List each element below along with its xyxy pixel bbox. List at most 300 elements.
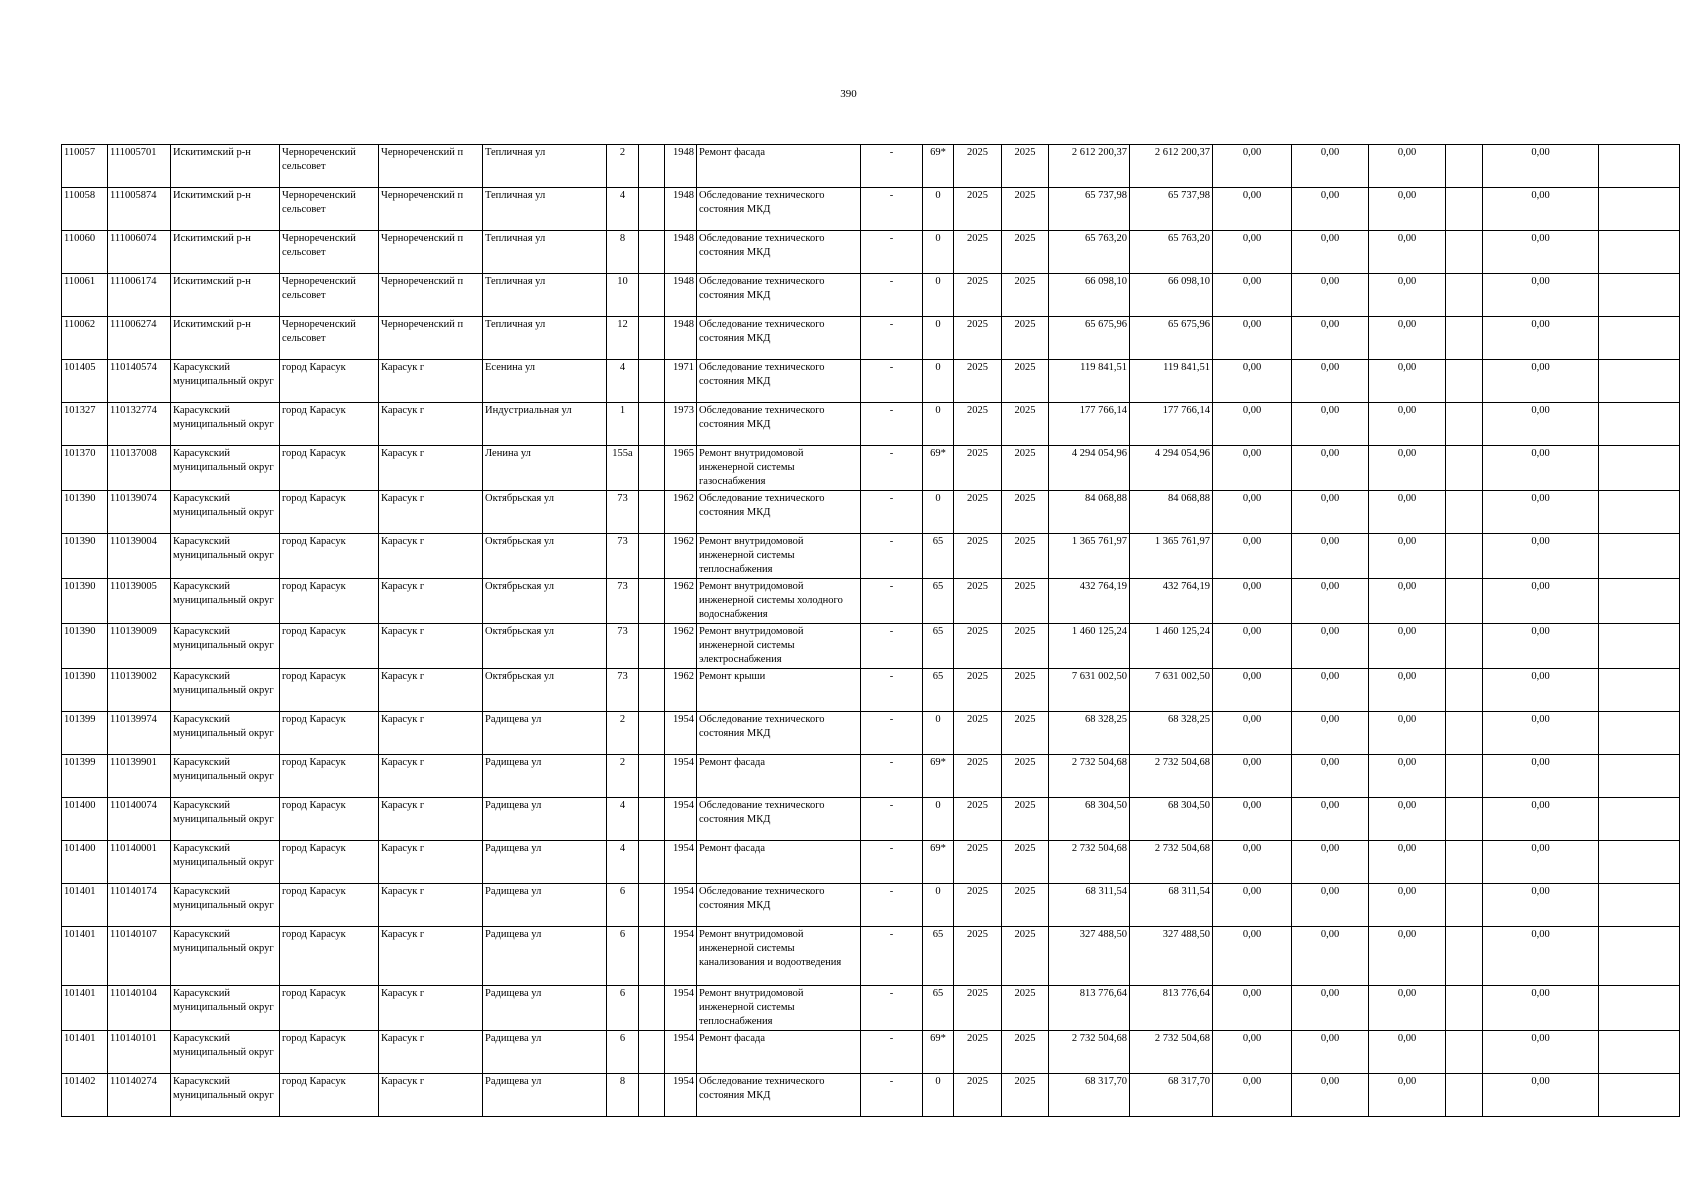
table-cell: 1954 bbox=[665, 841, 697, 884]
table-cell: - bbox=[861, 188, 923, 231]
table-cell: 2025 bbox=[954, 755, 1002, 798]
table-cell: 1954 bbox=[665, 986, 697, 1031]
table-cell: Искитимский р-н bbox=[171, 188, 280, 231]
table-cell: 101390 bbox=[62, 669, 108, 712]
table-cell: 0,00 bbox=[1213, 446, 1292, 491]
table-cell: 0,00 bbox=[1292, 927, 1369, 986]
table-cell: город Карасук bbox=[280, 755, 379, 798]
table-cell: 101400 bbox=[62, 798, 108, 841]
table-cell: 110060 bbox=[62, 231, 108, 274]
table-cell: 0,00 bbox=[1292, 755, 1369, 798]
table-cell: 73 bbox=[607, 534, 639, 579]
table-cell: 0,00 bbox=[1213, 927, 1292, 986]
table-row bbox=[62, 927, 1680, 986]
table-cell: 1971 bbox=[665, 360, 697, 403]
table-cell: 0,00 bbox=[1483, 231, 1599, 274]
table-cell: Обследование технического состояния МКД bbox=[697, 403, 861, 446]
table-cell: 0,00 bbox=[1483, 841, 1599, 884]
table-row bbox=[62, 317, 1680, 360]
table-cell: 0,00 bbox=[1369, 884, 1446, 927]
table-cell: 0,00 bbox=[1292, 145, 1369, 188]
page-number: 390 bbox=[840, 88, 857, 100]
table-cell: 0,00 bbox=[1213, 1074, 1292, 1117]
table-cell: 2025 bbox=[954, 317, 1002, 360]
table-cell bbox=[1446, 145, 1483, 188]
table-cell bbox=[639, 274, 665, 317]
table-cell: - bbox=[861, 446, 923, 491]
table-cell: 0,00 bbox=[1213, 884, 1292, 927]
table-cell: Радищева ул bbox=[483, 1031, 607, 1074]
table-cell: Ремонт фасада bbox=[697, 841, 861, 884]
table-cell: 2025 bbox=[1002, 188, 1049, 231]
table-cell: 1954 bbox=[665, 927, 697, 986]
table-cell: 2025 bbox=[954, 446, 1002, 491]
table-cell: 0,00 bbox=[1483, 145, 1599, 188]
table-cell: 0,00 bbox=[1213, 624, 1292, 669]
table-cell: 0,00 bbox=[1369, 841, 1446, 884]
table-cell: город Карасук bbox=[280, 1031, 379, 1074]
table-cell: 65 763,20 bbox=[1130, 231, 1213, 274]
table-cell: 0,00 bbox=[1369, 403, 1446, 446]
table-row bbox=[62, 274, 1680, 317]
table-cell: 1973 bbox=[665, 403, 697, 446]
table-cell: Ленина ул bbox=[483, 446, 607, 491]
table-cell: 111006174 bbox=[108, 274, 171, 317]
table-cell: Карасук г bbox=[379, 1074, 483, 1117]
table-cell: 0 bbox=[923, 1074, 954, 1117]
table-cell bbox=[639, 1074, 665, 1117]
table-cell: 0,00 bbox=[1213, 534, 1292, 579]
table-row bbox=[62, 491, 1680, 534]
table-cell: 4 bbox=[607, 188, 639, 231]
table-cell bbox=[639, 317, 665, 360]
table-cell: 2 bbox=[607, 755, 639, 798]
table-cell: 0,00 bbox=[1483, 986, 1599, 1031]
table-cell: 0,00 bbox=[1292, 534, 1369, 579]
table-cell: Карасук г bbox=[379, 669, 483, 712]
table-cell: Карасук г bbox=[379, 534, 483, 579]
table-cell: 0,00 bbox=[1213, 145, 1292, 188]
table-cell: 2025 bbox=[954, 1074, 1002, 1117]
table-cell: 65 737,98 bbox=[1130, 188, 1213, 231]
table-cell: 101405 bbox=[62, 360, 108, 403]
table-cell bbox=[1599, 317, 1680, 360]
table-cell: 2025 bbox=[1002, 1031, 1049, 1074]
table-cell: 2025 bbox=[1002, 579, 1049, 624]
table-cell: 65 bbox=[923, 986, 954, 1031]
table-cell: Октябрьская ул bbox=[483, 624, 607, 669]
table-cell bbox=[639, 1031, 665, 1074]
table-cell: - bbox=[861, 360, 923, 403]
table-cell: 4 294 054,96 bbox=[1049, 446, 1130, 491]
table-cell bbox=[1446, 927, 1483, 986]
table-row bbox=[62, 884, 1680, 927]
table-cell: 0,00 bbox=[1213, 231, 1292, 274]
table-cell: Чернореченский п bbox=[379, 274, 483, 317]
table-cell: 110139974 bbox=[108, 712, 171, 755]
table-cell: 2 732 504,68 bbox=[1130, 841, 1213, 884]
table-cell: 10 bbox=[607, 274, 639, 317]
table-cell: 0,00 bbox=[1369, 669, 1446, 712]
table-cell: 8 bbox=[607, 1074, 639, 1117]
table-cell: Ремонт фасада bbox=[697, 755, 861, 798]
table-cell: 0 bbox=[923, 798, 954, 841]
table-cell: 110140174 bbox=[108, 884, 171, 927]
table-row bbox=[62, 360, 1680, 403]
table-cell bbox=[1446, 403, 1483, 446]
table-cell: Обследование технического состояния МКД bbox=[697, 491, 861, 534]
table-cell: 0,00 bbox=[1483, 446, 1599, 491]
table-cell: 6 bbox=[607, 884, 639, 927]
table-cell: - bbox=[861, 1031, 923, 1074]
table-cell: 110061 bbox=[62, 274, 108, 317]
table-cell: Радищева ул bbox=[483, 1074, 607, 1117]
table-cell: - bbox=[861, 491, 923, 534]
table-cell: 0,00 bbox=[1369, 755, 1446, 798]
table-cell: 101399 bbox=[62, 712, 108, 755]
table-cell: 0,00 bbox=[1292, 798, 1369, 841]
table-cell: 110140001 bbox=[108, 841, 171, 884]
table-cell: 73 bbox=[607, 624, 639, 669]
table-cell: 68 304,50 bbox=[1130, 798, 1213, 841]
table-cell: 0,00 bbox=[1369, 145, 1446, 188]
table-cell: 0 bbox=[923, 712, 954, 755]
table-cell: 2 732 504,68 bbox=[1049, 841, 1130, 884]
table-cell: 110062 bbox=[62, 317, 108, 360]
table-cell: 1954 bbox=[665, 1074, 697, 1117]
table-cell: Обследование технического состояния МКД bbox=[697, 231, 861, 274]
table-cell: Карасук г bbox=[379, 927, 483, 986]
table-cell: 0,00 bbox=[1213, 841, 1292, 884]
table-cell: 2025 bbox=[954, 884, 1002, 927]
table-cell: 2025 bbox=[1002, 534, 1049, 579]
table-cell: 2025 bbox=[954, 534, 1002, 579]
table-cell: 101401 bbox=[62, 1031, 108, 1074]
table-cell bbox=[1599, 534, 1680, 579]
table-cell: 110139004 bbox=[108, 534, 171, 579]
table-cell: - bbox=[861, 534, 923, 579]
table-row bbox=[62, 145, 1680, 188]
table-cell: 2025 bbox=[954, 145, 1002, 188]
table-cell bbox=[1599, 624, 1680, 669]
table-cell: 0 bbox=[923, 491, 954, 534]
table-cell: 0 bbox=[923, 231, 954, 274]
table-cell: 1948 bbox=[665, 274, 697, 317]
table-cell: 177 766,14 bbox=[1130, 403, 1213, 446]
table-cell: 2025 bbox=[1002, 841, 1049, 884]
table-cell: 0,00 bbox=[1483, 624, 1599, 669]
table-cell: 2025 bbox=[1002, 927, 1049, 986]
table-cell: Ремонт внутридомовой инженерной системы газоснабжения bbox=[697, 446, 861, 491]
table-cell bbox=[1599, 446, 1680, 491]
table-cell bbox=[1446, 986, 1483, 1031]
table-cell bbox=[639, 927, 665, 986]
table-cell: 0,00 bbox=[1292, 274, 1369, 317]
table-cell: 0,00 bbox=[1483, 188, 1599, 231]
table-cell: 110139002 bbox=[108, 669, 171, 712]
table-row bbox=[62, 624, 1680, 669]
table-cell: 1965 bbox=[665, 446, 697, 491]
table-cell: 0,00 bbox=[1213, 491, 1292, 534]
table-cell: - bbox=[861, 884, 923, 927]
table-cell: 65 bbox=[923, 927, 954, 986]
table-cell: 2 612 200,37 bbox=[1049, 145, 1130, 188]
table-cell: 110140074 bbox=[108, 798, 171, 841]
table-cell: 101401 bbox=[62, 986, 108, 1031]
table-cell: 0,00 bbox=[1213, 274, 1292, 317]
table-cell: 0,00 bbox=[1213, 712, 1292, 755]
table-cell bbox=[639, 446, 665, 491]
table-cell: 1948 bbox=[665, 317, 697, 360]
table-cell: 0,00 bbox=[1292, 579, 1369, 624]
table-cell: 1962 bbox=[665, 491, 697, 534]
table-cell: 2025 bbox=[1002, 231, 1049, 274]
table-cell: 68 328,25 bbox=[1049, 712, 1130, 755]
table-cell: 0,00 bbox=[1369, 927, 1446, 986]
table-cell: 68 311,54 bbox=[1049, 884, 1130, 927]
table-cell: Карасук г bbox=[379, 360, 483, 403]
table-row bbox=[62, 798, 1680, 841]
table-cell: Карасукский муниципальный округ bbox=[171, 491, 280, 534]
table-cell: 2025 bbox=[954, 188, 1002, 231]
table-cell: 7 631 002,50 bbox=[1130, 669, 1213, 712]
table-cell: 101390 bbox=[62, 624, 108, 669]
table-cell: - bbox=[861, 669, 923, 712]
table-cell: 110132774 bbox=[108, 403, 171, 446]
table-cell: 2025 bbox=[954, 491, 1002, 534]
table-cell bbox=[1446, 534, 1483, 579]
table-cell: город Карасук bbox=[280, 446, 379, 491]
table-cell: 66 098,10 bbox=[1049, 274, 1130, 317]
table-row bbox=[62, 534, 1680, 579]
table-cell: Обследование технического состояния МКД bbox=[697, 884, 861, 927]
table-cell: 65 bbox=[923, 579, 954, 624]
table-cell: 101400 bbox=[62, 841, 108, 884]
table-cell: 101370 bbox=[62, 446, 108, 491]
table-cell bbox=[1446, 231, 1483, 274]
table-cell: 0,00 bbox=[1213, 798, 1292, 841]
table-cell bbox=[639, 231, 665, 274]
table-cell: 0,00 bbox=[1369, 188, 1446, 231]
table-cell: Чернореченский п bbox=[379, 231, 483, 274]
table-cell: 2025 bbox=[954, 579, 1002, 624]
table-cell: Чернореченский сельсовет bbox=[280, 145, 379, 188]
table-cell: Радищева ул bbox=[483, 712, 607, 755]
table-cell: Ремонт крыши bbox=[697, 669, 861, 712]
table-cell: Ремонт фасада bbox=[697, 145, 861, 188]
table-cell: 2025 bbox=[954, 841, 1002, 884]
table-cell: Карасукский муниципальный округ bbox=[171, 712, 280, 755]
table-cell: город Карасук bbox=[280, 491, 379, 534]
table-cell: 0,00 bbox=[1292, 986, 1369, 1031]
table-cell: 0 bbox=[923, 317, 954, 360]
table-cell: 65 675,96 bbox=[1049, 317, 1130, 360]
table-cell: 0,00 bbox=[1292, 231, 1369, 274]
table-cell: 327 488,50 bbox=[1049, 927, 1130, 986]
table-cell: 2 612 200,37 bbox=[1130, 145, 1213, 188]
table-cell: 111006274 bbox=[108, 317, 171, 360]
table-cell: 1948 bbox=[665, 231, 697, 274]
table-cell: Карасукский муниципальный округ bbox=[171, 927, 280, 986]
table-cell: Ремонт внутридомовой инженерной системы электроснабжения bbox=[697, 624, 861, 669]
table-cell: 813 776,64 bbox=[1130, 986, 1213, 1031]
table-cell: 0 bbox=[923, 274, 954, 317]
table-cell: Карасукский муниципальный округ bbox=[171, 669, 280, 712]
table-cell: Радищева ул bbox=[483, 884, 607, 927]
table-cell: 65 763,20 bbox=[1049, 231, 1130, 274]
table-cell bbox=[1446, 317, 1483, 360]
table-cell: 119 841,51 bbox=[1130, 360, 1213, 403]
table-cell: 1 365 761,97 bbox=[1049, 534, 1130, 579]
table-cell: 1954 bbox=[665, 712, 697, 755]
table-cell: 0,00 bbox=[1292, 841, 1369, 884]
table-cell: 69* bbox=[923, 446, 954, 491]
table-cell: Радищева ул bbox=[483, 986, 607, 1031]
table-cell: Карасук г bbox=[379, 446, 483, 491]
table-cell: 2025 bbox=[1002, 755, 1049, 798]
table-cell: Обследование технического состояния МКД bbox=[697, 1074, 861, 1117]
table-cell bbox=[639, 624, 665, 669]
table-cell: 0,00 bbox=[1369, 317, 1446, 360]
table-cell bbox=[1446, 1074, 1483, 1117]
table-cell bbox=[639, 579, 665, 624]
table-cell: 0,00 bbox=[1213, 1031, 1292, 1074]
table-cell: 0,00 bbox=[1292, 624, 1369, 669]
table-cell: 73 bbox=[607, 579, 639, 624]
table-row bbox=[62, 986, 1680, 1031]
table-cell bbox=[1446, 1031, 1483, 1074]
table-cell: 1 460 125,24 bbox=[1049, 624, 1130, 669]
table-cell: 2025 bbox=[1002, 403, 1049, 446]
table-cell: 0,00 bbox=[1369, 1074, 1446, 1117]
table-cell: 0,00 bbox=[1483, 317, 1599, 360]
table-cell: 0,00 bbox=[1292, 669, 1369, 712]
table-cell: 119 841,51 bbox=[1049, 360, 1130, 403]
table-cell bbox=[1446, 274, 1483, 317]
table-cell: Карасук г bbox=[379, 624, 483, 669]
table-cell: 0,00 bbox=[1213, 188, 1292, 231]
table-cell bbox=[639, 884, 665, 927]
table-cell: 65 bbox=[923, 669, 954, 712]
table-cell: 1962 bbox=[665, 534, 697, 579]
table-cell: 2025 bbox=[1002, 145, 1049, 188]
table-cell bbox=[1599, 231, 1680, 274]
table-cell: 0,00 bbox=[1213, 579, 1292, 624]
table-cell bbox=[1446, 624, 1483, 669]
table-cell: 0,00 bbox=[1292, 360, 1369, 403]
table-row bbox=[62, 231, 1680, 274]
table-cell: 0,00 bbox=[1483, 360, 1599, 403]
table-cell: Обследование технического состояния МКД bbox=[697, 798, 861, 841]
table-cell: 2025 bbox=[954, 669, 1002, 712]
table-cell: 110058 bbox=[62, 188, 108, 231]
table-cell bbox=[1599, 579, 1680, 624]
table-cell: Карасук г bbox=[379, 755, 483, 798]
table-cell: 2025 bbox=[1002, 274, 1049, 317]
table-cell: 0 bbox=[923, 884, 954, 927]
table-cell: 101402 bbox=[62, 1074, 108, 1117]
table-cell: Искитимский р-н bbox=[171, 274, 280, 317]
table-cell bbox=[1446, 360, 1483, 403]
table-cell: 110140274 bbox=[108, 1074, 171, 1117]
table-cell: Карасук г bbox=[379, 798, 483, 841]
table-cell: 0,00 bbox=[1369, 1031, 1446, 1074]
table-cell: 2 bbox=[607, 712, 639, 755]
table-cell: 0 bbox=[923, 188, 954, 231]
table-row bbox=[62, 1074, 1680, 1117]
table-cell: город Карасук bbox=[280, 403, 379, 446]
table-cell bbox=[1446, 491, 1483, 534]
table-cell: 12 bbox=[607, 317, 639, 360]
table-cell: 0,00 bbox=[1369, 624, 1446, 669]
table-cell bbox=[1599, 841, 1680, 884]
table-cell: 0,00 bbox=[1369, 274, 1446, 317]
table-cell: город Карасук bbox=[280, 360, 379, 403]
table-cell: 6 bbox=[607, 1031, 639, 1074]
table-cell: Ремонт внутридомовой инженерной системы теплоснабжения bbox=[697, 986, 861, 1031]
table-cell bbox=[1446, 446, 1483, 491]
table-cell: город Карасук bbox=[280, 624, 379, 669]
table-cell bbox=[639, 841, 665, 884]
table-cell: Чернореченский сельсовет bbox=[280, 231, 379, 274]
table-cell: город Карасук bbox=[280, 669, 379, 712]
table-cell: 0,00 bbox=[1483, 403, 1599, 446]
table-cell: Карасук г bbox=[379, 712, 483, 755]
table-cell: 0,00 bbox=[1213, 317, 1292, 360]
table-cell: 2 732 504,68 bbox=[1130, 755, 1213, 798]
table-cell: 0,00 bbox=[1369, 798, 1446, 841]
table-cell: 0,00 bbox=[1292, 1031, 1369, 1074]
table-cell: город Карасук bbox=[280, 534, 379, 579]
table-cell: Искитимский р-н bbox=[171, 145, 280, 188]
table-cell bbox=[639, 188, 665, 231]
table-cell: - bbox=[861, 579, 923, 624]
table-cell: Карасук г bbox=[379, 884, 483, 927]
table-cell: 4 bbox=[607, 798, 639, 841]
table-cell: 110139005 bbox=[108, 579, 171, 624]
table-cell: 327 488,50 bbox=[1130, 927, 1213, 986]
table-cell bbox=[1446, 841, 1483, 884]
table-cell: 69* bbox=[923, 1031, 954, 1074]
table-cell: 110140107 bbox=[108, 927, 171, 986]
table-cell: 110137008 bbox=[108, 446, 171, 491]
table-cell: Чернореченский п bbox=[379, 317, 483, 360]
table-cell: 68 317,70 bbox=[1130, 1074, 1213, 1117]
table-cell bbox=[1446, 579, 1483, 624]
table-cell: 84 068,88 bbox=[1130, 491, 1213, 534]
table-cell bbox=[639, 712, 665, 755]
table-cell bbox=[1599, 755, 1680, 798]
table-cell: 1 365 761,97 bbox=[1130, 534, 1213, 579]
table-cell bbox=[639, 403, 665, 446]
table-cell bbox=[639, 491, 665, 534]
table-cell: - bbox=[861, 274, 923, 317]
table-cell: 1954 bbox=[665, 755, 697, 798]
table-cell: 2025 bbox=[1002, 986, 1049, 1031]
table-cell bbox=[1599, 798, 1680, 841]
table-cell bbox=[639, 145, 665, 188]
table-cell: 0,00 bbox=[1369, 491, 1446, 534]
table-cell bbox=[639, 755, 665, 798]
table-cell: Чернореченский п bbox=[379, 145, 483, 188]
table-cell: 2025 bbox=[1002, 491, 1049, 534]
table-cell: 0,00 bbox=[1483, 669, 1599, 712]
table-cell: Карасукский муниципальный округ bbox=[171, 534, 280, 579]
table-row bbox=[62, 188, 1680, 231]
table-cell: - bbox=[861, 624, 923, 669]
table-cell: 4 294 054,96 bbox=[1130, 446, 1213, 491]
table-cell: Ремонт фасада bbox=[697, 1031, 861, 1074]
